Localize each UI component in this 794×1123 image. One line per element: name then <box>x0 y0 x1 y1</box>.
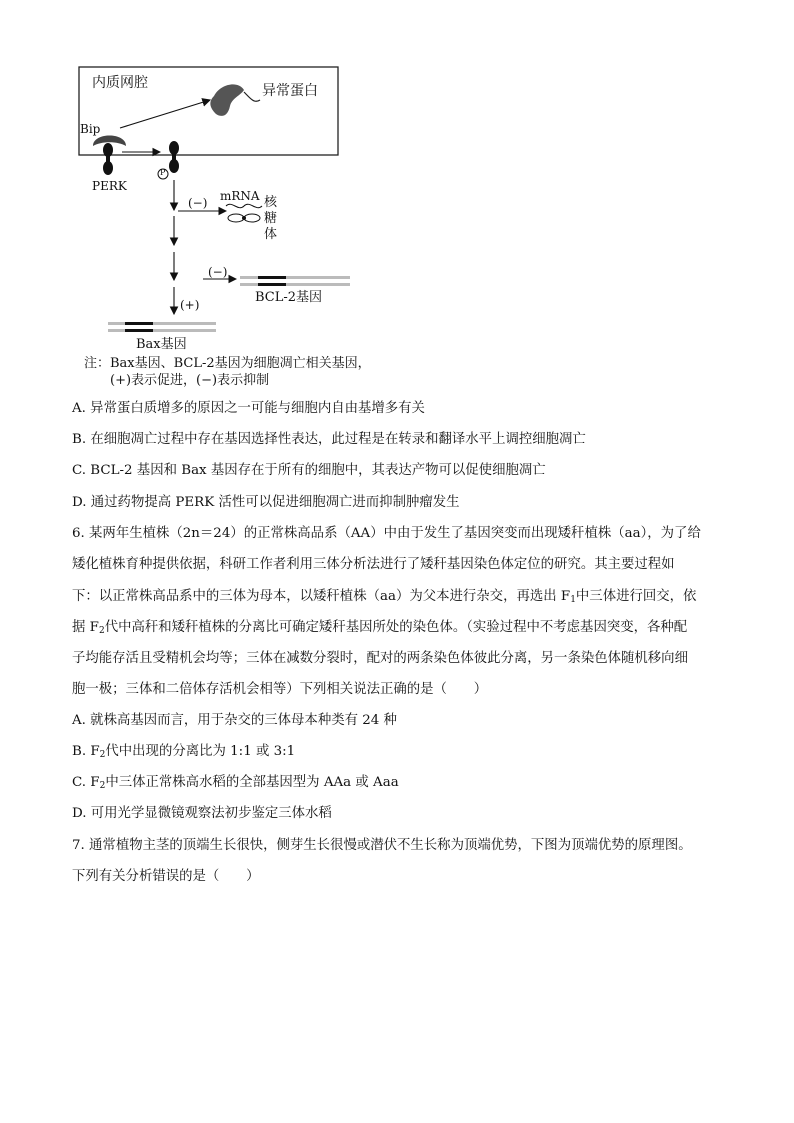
phospho-symbol: P <box>160 168 166 177</box>
bcl2-gene-shape <box>240 276 350 286</box>
mrna-label: mRNA <box>220 189 260 203</box>
q6-f1-subscript: 1 <box>570 595 576 605</box>
ribosome-label-1: 核 <box>264 195 278 210</box>
perk-receptor-bound <box>103 143 113 175</box>
bax-gene-shape <box>108 322 216 332</box>
q6-option-b-subscript: 2 <box>99 750 106 760</box>
figure-note-line-1: 注：Bax基因、BCL-2基因为细胞凋亡相关基因， <box>84 356 371 371</box>
q5-option-d: D. 通过药物提高 PERK 活性可以促进细胞凋亡进而抑制肿瘤发生 <box>72 495 460 510</box>
q6-option-c-subscript: 2 <box>99 781 106 791</box>
q6-option-c-b: 中三体正常株高水稻的全部基因型为 AAa 或 Aaa <box>105 775 399 790</box>
q6-option-c-a: C. F <box>72 775 100 790</box>
bax-gene-label: Bax基因 <box>136 337 187 352</box>
bip-label: Bip <box>80 122 101 136</box>
figure-note-line-2: (+)表示促进，(−)表示抑制 <box>110 373 270 388</box>
bcl2-gene-label: BCL-2基因 <box>255 290 323 305</box>
q6-stem-line-2: 矮化植株育种提供依据，科研工作者利用三体分析法进行了矮秆基因染色体定位的研究。其主要过程如 <box>72 557 675 572</box>
q6-stem-line-3-a: 下：以正常株高品系中的三体为母本，以矮秆植株（aa）为父本进行杂交，再选出 F <box>72 589 571 604</box>
diagram-graphics <box>0 0 794 400</box>
q6-option-d: D. 可用光学显微镜观察法初步鉴定三体水稻 <box>72 806 332 821</box>
q6-option-b-b: 代中出现的分离比为 1:1 或 3:1 <box>105 744 296 759</box>
q6-stem-line-4-a: 据 F <box>72 620 99 635</box>
inhibit-label-2: (−) <box>208 265 228 279</box>
q5-option-c: C. BCL-2 基因和 Bax 基因存在于所有的细胞中，其表达产物可以促使细胞凋亡 <box>72 463 546 478</box>
ribosome-mrna-shape <box>226 204 262 222</box>
inhibit-label-1: (−) <box>188 196 208 210</box>
bip-to-protein-arrow <box>120 100 210 128</box>
q6-f2-subscript: 2 <box>98 626 105 636</box>
q6-option-b-a: B. F <box>72 744 100 759</box>
perk-label: PERK <box>92 179 127 193</box>
er-stress-apoptosis-diagram <box>0 0 794 400</box>
q5-option-b: B. 在细胞凋亡过程中存在基因选择性表达，此过程是在转录和翻译水平上调控细胞凋亡 <box>72 432 586 447</box>
abnormal-protein-label: 异常蛋白 <box>262 83 318 99</box>
promote-label: (+) <box>180 298 200 312</box>
q6-stem-line-3 <box>72 588 696 606</box>
q7-stem-line-2: 下列有关分析错误的是（ ） <box>72 869 260 884</box>
q6-stem-line-5: 子均能存活且受精机会均等；三体在减数分裂时，配对的两条染色体彼此分离，另一条染色体随机移向细 <box>72 651 688 666</box>
er-lumen-label: 内质网腔 <box>92 75 148 91</box>
q7-stem-line-1: 7. 通常植物主茎的顶端生长很快，侧芽生长很慢或潜伏不生长称为顶端优势，下图为顶端优势的原理图。 <box>72 838 692 853</box>
q6-option-c <box>72 774 399 792</box>
ribosome-label-2: 糖 <box>264 211 278 226</box>
q6-stem-line-6: 胞一极；三体和二倍体存活机会相等）下列相关说法正确的是（ ） <box>72 682 488 697</box>
q6-option-b <box>72 743 295 761</box>
abnormal-protein-shape <box>210 84 260 116</box>
q6-option-a: A. 就株高基因而言，用于杂交的三体母本种类有 24 种 <box>72 713 397 728</box>
q6-stem-line-4 <box>72 619 687 637</box>
q6-stem-line-1: 6. 某两年生植株（2n＝24）的正常株高品系（AA）中由于发生了基因突变而出现矮秆植株（aa），为了给 <box>72 526 701 541</box>
q6-stem-line-3-b: 中三体进行回交，依 <box>575 589 697 604</box>
ribosome-label-3: 体 <box>264 227 278 242</box>
q6-stem-line-4-b: 代中高秆和矮秆植株的分离比可确定矮秆基因所处的染色体。（实验过程中不考虑基因突变，各种配 <box>104 620 688 635</box>
q5-option-a: A. 异常蛋白质增多的原因之一可能与细胞内自由基增多有关 <box>72 401 425 416</box>
